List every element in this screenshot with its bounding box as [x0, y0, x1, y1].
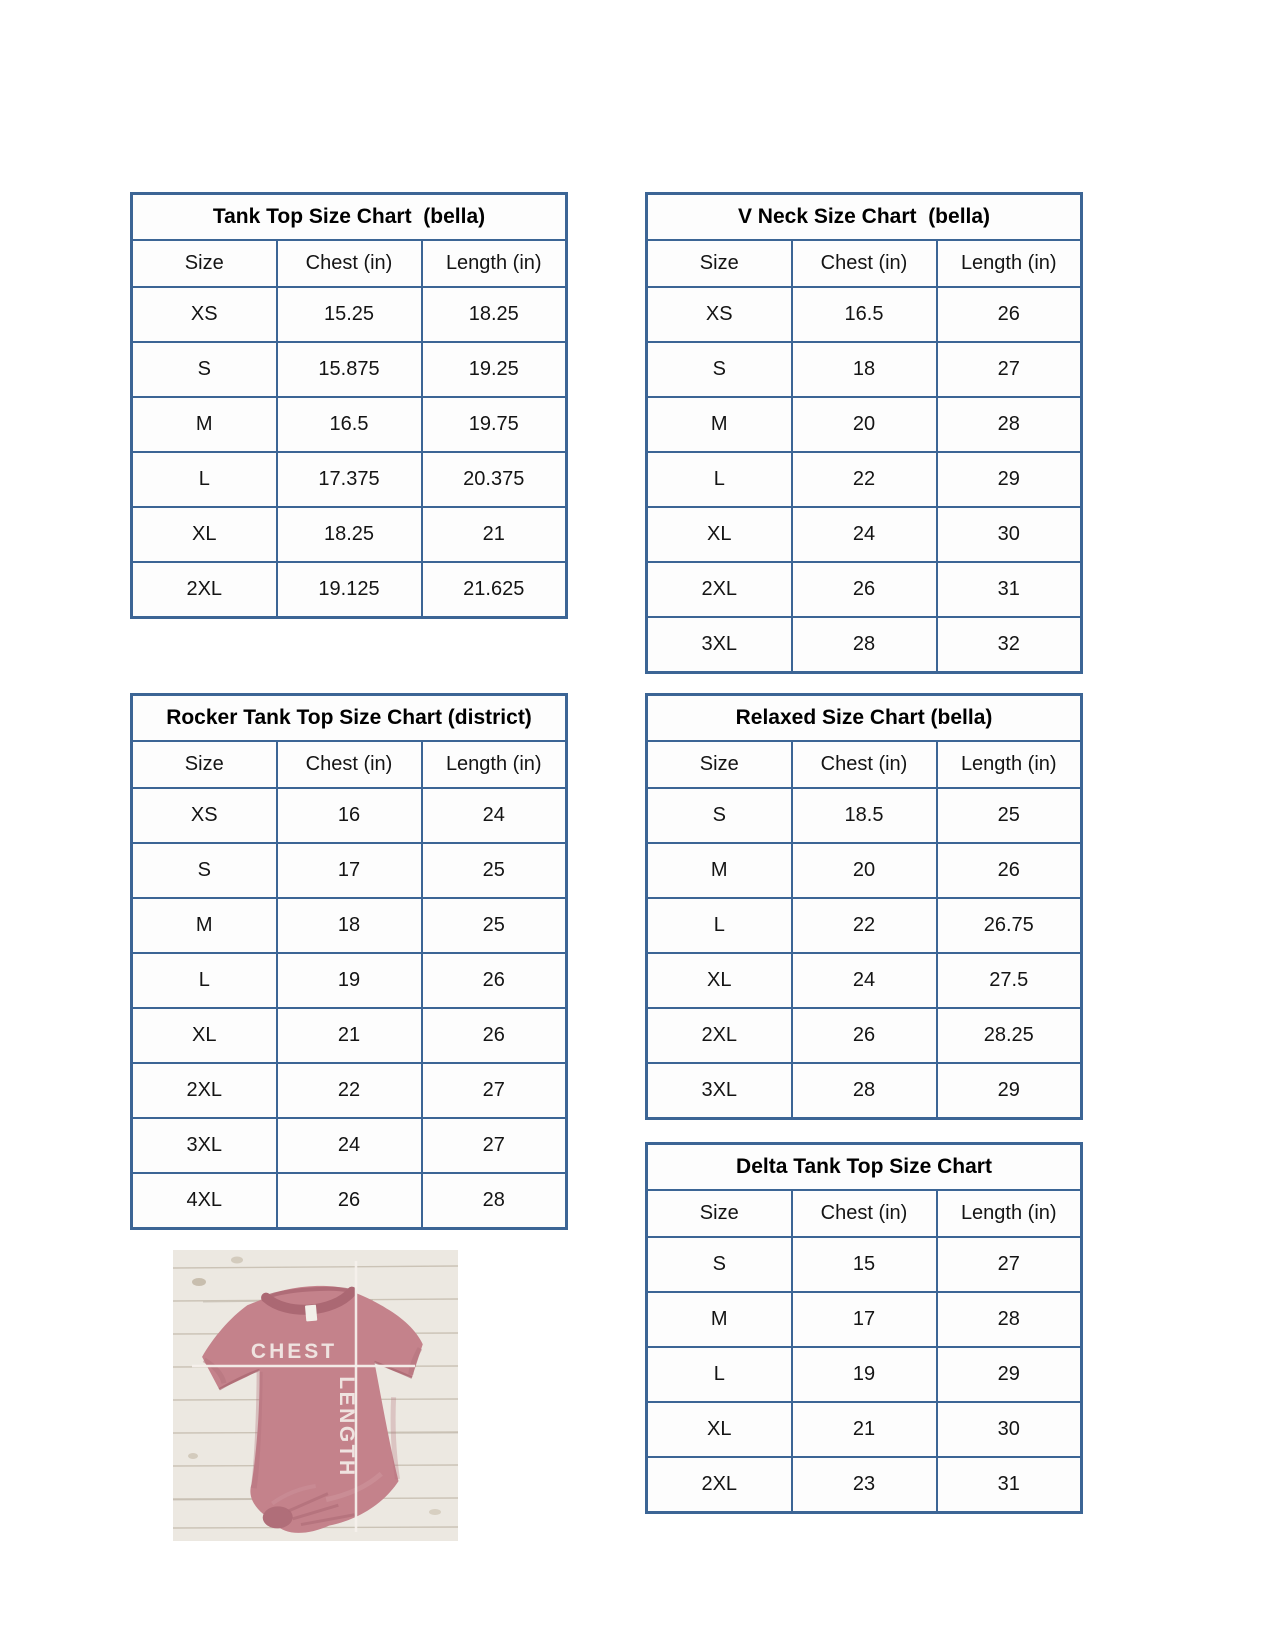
length-cell: 26: [422, 953, 567, 1008]
table-row: [647, 741, 1082, 788]
length-cell: 29: [937, 452, 1082, 507]
length-cell: 25: [937, 788, 1082, 843]
length-label: LENGTH: [335, 1376, 358, 1478]
column-header: Length (in): [422, 240, 567, 287]
size-cell: L: [647, 898, 792, 953]
length-cell: 31: [937, 562, 1082, 617]
size-cell: M: [132, 397, 277, 452]
table-row: [132, 741, 567, 788]
table-row: [132, 397, 567, 452]
chest-cell: 15.875: [277, 342, 422, 397]
size-cell: XS: [132, 788, 277, 843]
length-cell: 32: [937, 617, 1082, 673]
size-cell: XL: [647, 953, 792, 1008]
size-cell: 3XL: [647, 1063, 792, 1119]
length-cell: 28: [937, 397, 1082, 452]
table-row: [647, 617, 1082, 673]
length-cell: 27: [937, 1237, 1082, 1292]
length-cell: 29: [937, 1063, 1082, 1119]
table-title: Rocker Tank Top Size Chart (district): [132, 695, 567, 742]
length-cell: 26.75: [937, 898, 1082, 953]
table-row: [647, 953, 1082, 1008]
table-row: [132, 452, 567, 507]
table-row: [647, 397, 1082, 452]
column-header: Chest (in): [277, 240, 422, 287]
table-row: [647, 843, 1082, 898]
column-header: Chest (in): [792, 741, 937, 788]
length-cell: 30: [937, 1402, 1082, 1457]
length-cell: 21.625: [422, 562, 567, 618]
length-cell: 25: [422, 898, 567, 953]
chest-cell: 28: [792, 1063, 937, 1119]
column-header: Size: [132, 240, 277, 287]
column-header: Chest (in): [792, 1190, 937, 1237]
table-title: Tank Top Size Chart (bella): [132, 194, 567, 241]
chest-cell: 24: [792, 953, 937, 1008]
size-cell: XS: [132, 287, 277, 342]
chest-cell: 17.375: [277, 452, 422, 507]
table-row: [647, 1144, 1082, 1191]
table-row: [647, 695, 1082, 742]
chest-cell: 19.125: [277, 562, 422, 618]
size-cell: 3XL: [647, 617, 792, 673]
size-cell: XL: [647, 1402, 792, 1457]
size-cell: 2XL: [647, 1457, 792, 1513]
column-header: Size: [647, 240, 792, 287]
size-cell: S: [647, 788, 792, 843]
size-cell: XL: [132, 507, 277, 562]
length-cell: 27: [422, 1063, 567, 1118]
chest-cell: 26: [277, 1173, 422, 1229]
size-cell: 4XL: [132, 1173, 277, 1229]
chest-cell: 16.5: [792, 287, 937, 342]
size-cell: S: [132, 843, 277, 898]
chest-cell: 28: [792, 617, 937, 673]
size-table-delta-tank-top: [645, 1142, 1083, 1514]
chest-cell: 15.25: [277, 287, 422, 342]
table-row: [647, 562, 1082, 617]
length-cell: 20.375: [422, 452, 567, 507]
table-row: [647, 1457, 1082, 1513]
length-cell: 28.25: [937, 1008, 1082, 1063]
size-cell: M: [647, 1292, 792, 1347]
chest-cell: 20: [792, 397, 937, 452]
table-title: Delta Tank Top Size Chart: [647, 1144, 1082, 1191]
table-row: [647, 1292, 1082, 1347]
chest-cell: 19: [792, 1347, 937, 1402]
column-header: Size: [132, 741, 277, 788]
chest-cell: 24: [792, 507, 937, 562]
size-cell: XL: [647, 507, 792, 562]
chest-cell: 21: [277, 1008, 422, 1063]
length-cell: 24: [422, 788, 567, 843]
chest-cell: 16: [277, 788, 422, 843]
table-row: [132, 507, 567, 562]
table-row: [132, 1063, 567, 1118]
table-row: [647, 898, 1082, 953]
chest-cell: 17: [277, 843, 422, 898]
column-header: Length (in): [937, 240, 1082, 287]
length-cell: 29: [937, 1347, 1082, 1402]
chest-cell: 22: [792, 452, 937, 507]
size-cell: S: [647, 342, 792, 397]
length-cell: 28: [937, 1292, 1082, 1347]
chest-cell: 18.25: [277, 507, 422, 562]
table-row: [647, 1402, 1082, 1457]
table-row: [132, 562, 567, 618]
size-cell: M: [647, 397, 792, 452]
column-header: Length (in): [937, 1190, 1082, 1237]
length-cell: 21: [422, 507, 567, 562]
table-row: [132, 843, 567, 898]
size-cell: XL: [132, 1008, 277, 1063]
table-row: [132, 898, 567, 953]
chest-cell: 22: [792, 898, 937, 953]
size-cell: 2XL: [132, 562, 277, 618]
chest-cell: 19: [277, 953, 422, 1008]
chest-cell: 23: [792, 1457, 937, 1513]
length-cell: 26: [422, 1008, 567, 1063]
size-table-relaxed: [645, 693, 1083, 1120]
tshirt-measurement-image: [173, 1250, 458, 1541]
chest-cell: 16.5: [277, 397, 422, 452]
chest-cell: 26: [792, 1008, 937, 1063]
size-cell: 3XL: [132, 1118, 277, 1173]
column-header: Chest (in): [277, 741, 422, 788]
length-cell: 28: [422, 1173, 567, 1229]
size-cell: S: [647, 1237, 792, 1292]
size-cell: M: [647, 843, 792, 898]
table-row: [132, 1173, 567, 1229]
chest-cell: 22: [277, 1063, 422, 1118]
length-cell: 18.25: [422, 287, 567, 342]
table-row: [647, 452, 1082, 507]
column-header: Length (in): [937, 741, 1082, 788]
table-row: [647, 788, 1082, 843]
chest-cell: 21: [792, 1402, 937, 1457]
size-cell: L: [132, 953, 277, 1008]
length-cell: 26: [937, 843, 1082, 898]
tshirt-measurement-photo: [173, 1250, 458, 1541]
size-table-tank-top: [130, 192, 568, 619]
table-row: [647, 507, 1082, 562]
chest-label: CHEST: [250, 1340, 338, 1363]
chest-cell: 20: [792, 843, 937, 898]
size-cell: L: [132, 452, 277, 507]
size-cell: 2XL: [132, 1063, 277, 1118]
chest-cell: 18: [277, 898, 422, 953]
size-cell: XS: [647, 287, 792, 342]
chest-cell: 18.5: [792, 788, 937, 843]
chest-cell: 24: [277, 1118, 422, 1173]
table-row: [647, 1008, 1082, 1063]
size-cell: M: [132, 898, 277, 953]
length-cell: 19.75: [422, 397, 567, 452]
size-cell: S: [132, 342, 277, 397]
table-row: [647, 342, 1082, 397]
chest-cell: 26: [792, 562, 937, 617]
table-row: [647, 287, 1082, 342]
table-row: [132, 695, 567, 742]
table-row: [647, 1063, 1082, 1119]
table-row: [132, 1008, 567, 1063]
size-cell: 2XL: [647, 562, 792, 617]
table-row: [132, 342, 567, 397]
table-row: [132, 953, 567, 1008]
size-cell: L: [647, 1347, 792, 1402]
length-cell: 27.5: [937, 953, 1082, 1008]
neck-tag: [305, 1305, 317, 1322]
table-title: Relaxed Size Chart (bella): [647, 695, 1082, 742]
table-row: [647, 1190, 1082, 1237]
column-header: Chest (in): [792, 240, 937, 287]
length-cell: 25: [422, 843, 567, 898]
table-row: [647, 240, 1082, 287]
column-header: Size: [647, 741, 792, 788]
length-cell: 26: [937, 287, 1082, 342]
length-cell: 31: [937, 1457, 1082, 1513]
column-header: Length (in): [422, 741, 567, 788]
table-row: [132, 788, 567, 843]
chest-cell: 15: [792, 1237, 937, 1292]
length-cell: 19.25: [422, 342, 567, 397]
size-cell: 2XL: [647, 1008, 792, 1063]
table-row: [647, 1237, 1082, 1292]
length-cell: 30: [937, 507, 1082, 562]
table-row: [132, 1118, 567, 1173]
length-cell: 27: [422, 1118, 567, 1173]
size-table-rocker-tank-top: [130, 693, 568, 1230]
table-row: [647, 1347, 1082, 1402]
table-title: V Neck Size Chart (bella): [647, 194, 1082, 241]
column-header: Size: [647, 1190, 792, 1237]
length-cell: 27: [937, 342, 1082, 397]
chest-cell: 18: [792, 342, 937, 397]
chest-cell: 17: [792, 1292, 937, 1347]
table-row: [132, 194, 567, 241]
table-row: [132, 240, 567, 287]
size-table-v-neck: [645, 192, 1083, 674]
table-row: [132, 287, 567, 342]
table-row: [647, 194, 1082, 241]
size-cell: L: [647, 452, 792, 507]
